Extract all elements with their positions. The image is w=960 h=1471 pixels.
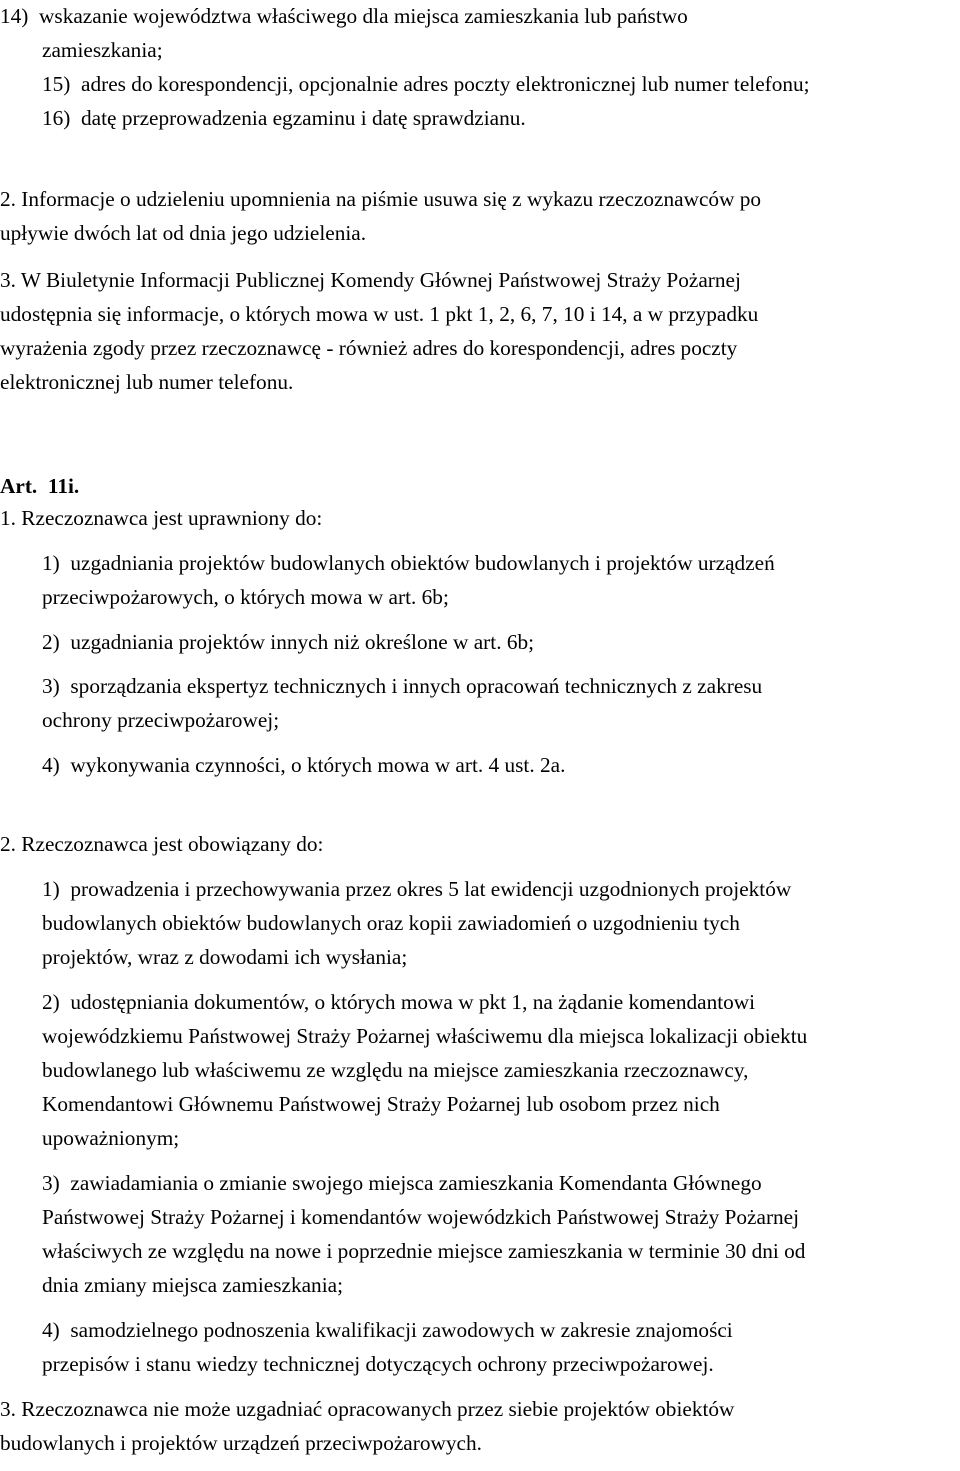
section-1-item-1-line-1: 1) uzgadniania projektów budowlanych obiektów budowlanych i projektów urządzeń: [42, 551, 775, 575]
section-1-item-4: 4) wykonywania czynności, o których mowa w art. 4 ust. 2a.: [42, 753, 566, 777]
section-2-item-2-line-1: 2) udostępniania dokumentów, o których mowa w pkt 1, na żądanie komendantowi: [42, 990, 756, 1014]
article-heading: Art. 11i.: [0, 474, 80, 498]
paragraph-3-line-1: 3. W Biuletynie Informacji Publicznej Komendy Głównej Państwowej Straży Pożarnej: [0, 268, 741, 292]
section-2-item-2-line-5: upoważnionym;: [42, 1126, 180, 1150]
section-2-item-2-line-2: wojewódzkiemu Państwowej Straży Pożarnej właściwemu dla miejsca lokalizacji obiektu: [42, 1024, 808, 1048]
section-1-item-1-line-2: przeciwpożarowych, o których mowa w art. 6b;: [42, 585, 449, 609]
paragraph-3-line-4: elektronicznej lub numer telefonu.: [0, 370, 294, 394]
paragraph-2-line-1: 2. Informacje o udzieleniu upomnienia na piśmie usuwa się z wykazu rzeczoznawców po: [0, 187, 762, 211]
section-2-item-3-line-2: Państwowej Straży Pożarnej i komendantów wojewódzkich Państwowej Straży Pożarnej: [42, 1205, 800, 1229]
section-2-item-4-line-2: przepisów i stanu wiedzy technicznej dotyczących ochrony przeciwpożarowej.: [42, 1352, 714, 1376]
section-2-intro: 2. Rzeczoznawca jest obowiązany do:: [0, 832, 324, 856]
section-3-line-2: budowlanych i projektów urządzeń przeciwpożarowych.: [0, 1431, 482, 1455]
section-2-item-3-line-1: 3) zawiadamiania o zmianie swojego miejsca zamieszkania Komendanta Głównego: [42, 1171, 762, 1195]
section-2-item-2-line-3: budowlanego lub właściwemu ze względu na miejsce zamieszkania rzeczoznawcy,: [42, 1058, 749, 1082]
list-item-16: 16) datę przeprowadzenia egzaminu i datę sprawdzianu.: [42, 106, 526, 130]
list-item-14-line-2: zamieszkania;: [42, 38, 163, 62]
section-1-item-2: 2) uzgadniania projektów innych niż określone w art. 6b;: [42, 630, 535, 654]
paragraph-3-line-3: wyrażenia zgody przez rzeczoznawcę - również adres do korespondencji, adres poczty: [0, 336, 738, 360]
section-2-item-1-line-2: budowlanych obiektów budowlanych oraz kopii zawiadomień o uzgodnieniu tych: [42, 911, 740, 935]
paragraph-2-line-2: upływie dwóch lat od dnia jego udzielenia.: [0, 221, 367, 245]
section-2-item-2-line-4: Komendantowi Głównemu Państwowej Straży Pożarnej lub osobom przez nich: [42, 1092, 720, 1116]
section-2-item-1-line-1: 1) prowadzenia i przechowywania przez okres 5 lat ewidencji uzgodnionych projektów: [42, 877, 792, 901]
section-1-item-3-line-1: 3) sporządzania ekspertyz technicznych i innych opracowań technicznych z zakresu: [42, 674, 763, 698]
section-2-item-1-line-3: projektów, wraz z dowodami ich wysłania;: [42, 945, 408, 969]
section-1-intro: 1. Rzeczoznawca jest uprawniony do:: [0, 506, 323, 530]
list-item-14-line-1: 14) wskazanie województwa właściwego dla miejsca zamieszkania lub państwo: [0, 4, 688, 28]
section-2-item-4-line-1: 4) samodzielnego podnoszenia kwalifikacji zawodowych w zakresie znajomości: [42, 1318, 733, 1342]
list-item-15: 15) adres do korespondencji, opcjonalnie adres poczty elektronicznej lub numer telefonu;: [42, 72, 810, 96]
paragraph-3-line-2: udostępnia się informacje, o których mowa w ust. 1 pkt 1, 2, 6, 7, 10 i 14, a w przypadku: [0, 302, 759, 326]
section-3-line-1: 3. Rzeczoznawca nie może uzgadniać opracowanych przez siebie projektów obiektów: [0, 1397, 735, 1421]
section-2-item-3-line-3: właściwych ze względu na nowe i poprzednie miejsce zamieszkania w terminie 30 dni od: [42, 1239, 806, 1263]
section-1-item-3-line-2: ochrony przeciwpożarowej;: [42, 708, 280, 732]
section-2-item-3-line-4: dnia zmiany miejsca zamieszkania;: [42, 1273, 343, 1297]
